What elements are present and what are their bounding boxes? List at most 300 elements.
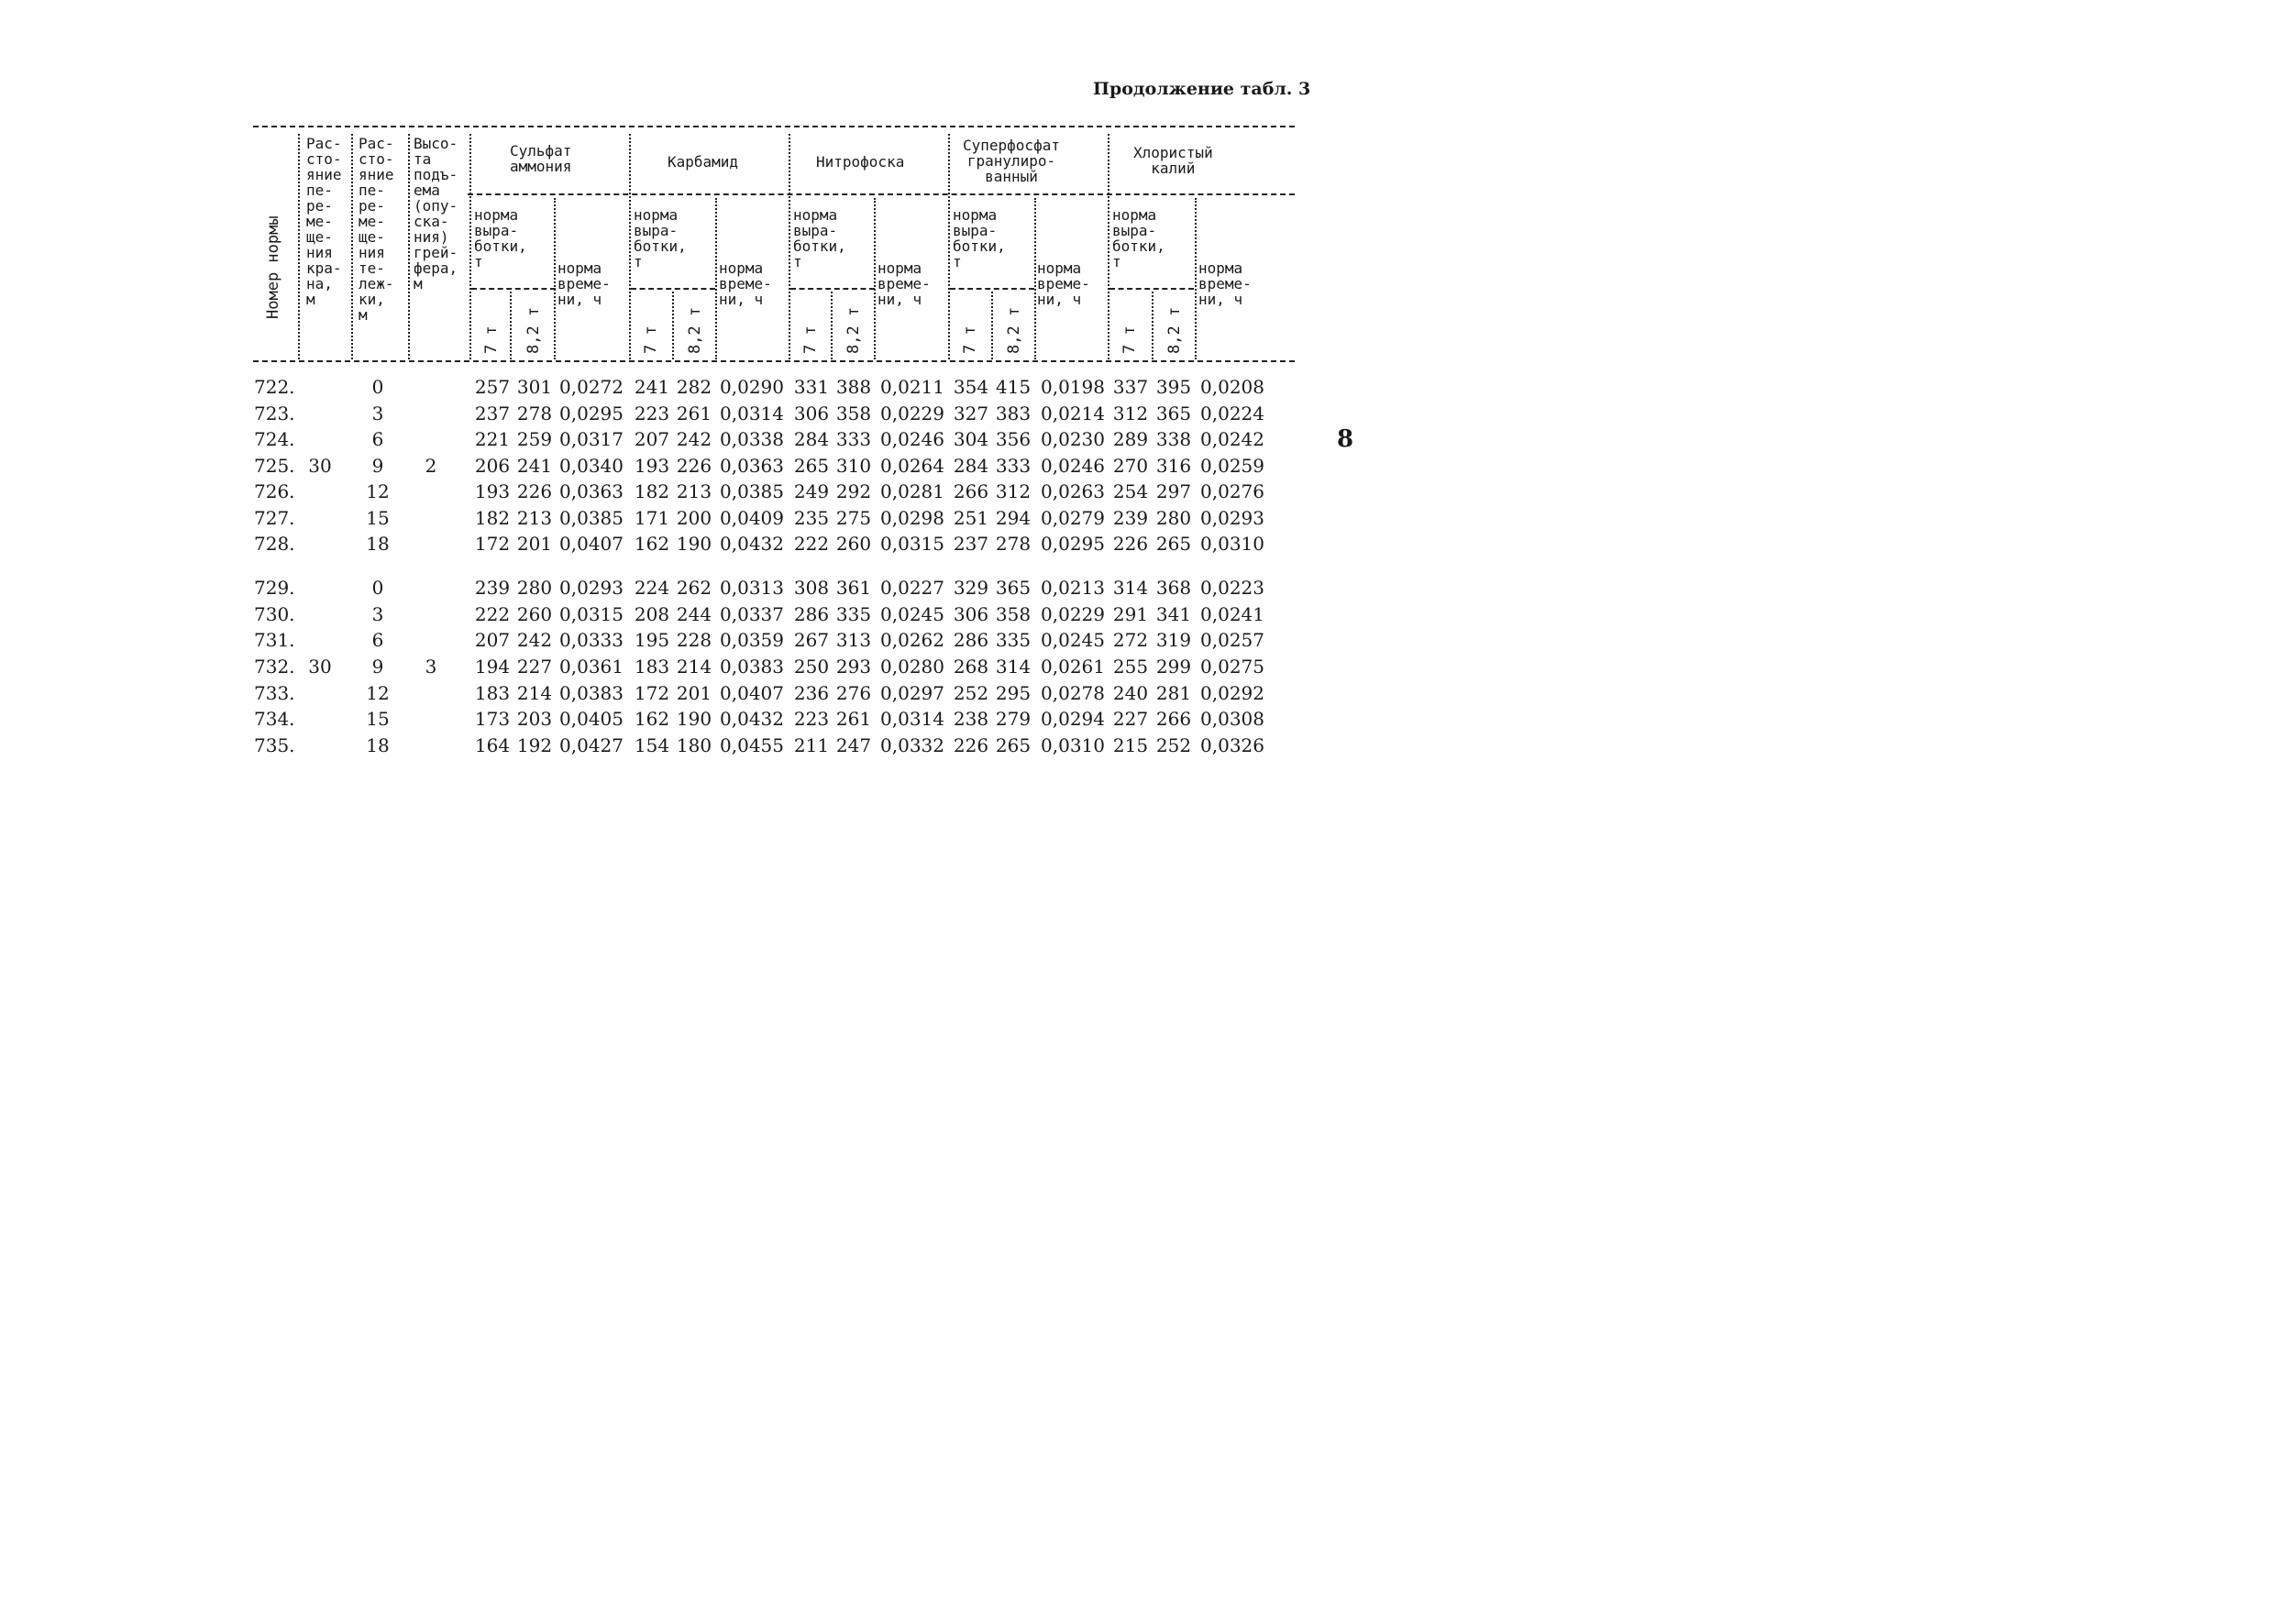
row-value-cell: 0,0295 — [559, 402, 624, 425]
row-value-cell: 268 — [953, 656, 989, 678]
row-value-cell: 239 — [1112, 507, 1149, 529]
row-value-cell: 312 — [995, 480, 1032, 502]
row-value-cell: 201 — [676, 682, 712, 704]
row-norm-number: 731. — [254, 629, 295, 651]
group-ammonium-sulfate: Сульфат аммония — [510, 142, 572, 175]
output-sub-rule-4 — [950, 288, 1034, 290]
sub-separator — [510, 292, 512, 359]
row-value-cell: 0,0308 — [1200, 708, 1264, 730]
row-value-cell: 261 — [835, 708, 872, 730]
row-value-cell: 0,0272 — [559, 376, 624, 398]
row-cart-distance: 15 — [366, 507, 390, 529]
row-value-cell: 0,0315 — [880, 533, 944, 555]
row-value-cell: 242 — [676, 428, 712, 450]
row-value-cell: 193 — [634, 455, 670, 477]
row-value-cell: 0,0455 — [720, 734, 784, 756]
row-value-cell: 279 — [995, 708, 1032, 730]
row-value-cell: 0,0427 — [559, 734, 624, 756]
col-separator — [1108, 134, 1109, 359]
row-cart-distance: 15 — [366, 708, 390, 730]
row-value-cell: 0,0262 — [880, 629, 944, 651]
row-norm-number: 729. — [254, 577, 295, 599]
row-value-cell: 190 — [676, 708, 712, 730]
row-value-cell: 0,0363 — [559, 480, 624, 502]
row-value-cell: 0,0278 — [1041, 682, 1105, 704]
row-value-cell: 242 — [516, 629, 553, 651]
sub-separator — [1152, 292, 1154, 359]
row-norm-number: 735. — [254, 734, 295, 756]
header-norm-time: норма време- ни, ч — [878, 259, 931, 308]
row-value-cell: 356 — [995, 428, 1032, 450]
row-value-cell: 415 — [995, 376, 1032, 398]
header-norm-output: норма выра- ботки, т — [634, 206, 687, 270]
row-norm-number: 728. — [254, 533, 295, 555]
row-value-cell: 195 — [634, 629, 670, 651]
row-value-cell: 261 — [676, 402, 712, 425]
row-value-cell: 267 — [793, 629, 830, 651]
header-sub-7t: 7 т — [1120, 325, 1139, 354]
row-value-cell: 236 — [793, 682, 830, 704]
group-nitrophoska: Нитрофоска — [816, 153, 905, 171]
row-value-cell: 255 — [1112, 656, 1149, 678]
sub-separator — [1195, 198, 1197, 359]
output-sub-rule-3 — [790, 288, 875, 290]
row-value-cell: 0,0261 — [1041, 656, 1105, 678]
row-value-cell: 0,0432 — [720, 533, 784, 555]
header-sub-8-2t: 8,2 т — [1005, 306, 1023, 354]
row-value-cell: 0,0313 — [720, 577, 784, 599]
row-value-cell: 0,0245 — [880, 603, 944, 625]
row-value-cell: 319 — [1155, 629, 1192, 651]
row-value-cell: 257 — [474, 376, 511, 398]
row-value-cell: 172 — [474, 533, 511, 555]
header-norm-time: норма време- ни, ч — [1198, 259, 1252, 308]
row-value-cell: 247 — [835, 734, 872, 756]
row-value-cell: 308 — [793, 577, 830, 599]
row-value-cell: 206 — [474, 455, 511, 477]
row-value-cell: 354 — [953, 376, 989, 398]
row-value-cell: 395 — [1155, 376, 1192, 398]
row-value-cell: 0,0242 — [1200, 428, 1264, 450]
row-value-cell: 0,0246 — [880, 428, 944, 450]
header-sub-7t: 7 т — [482, 325, 501, 354]
row-value-cell: 0,0263 — [1041, 480, 1105, 502]
row-value-cell: 0,0294 — [1041, 708, 1105, 730]
row-value-cell: 192 — [516, 734, 553, 756]
row-value-cell: 278 — [995, 533, 1032, 555]
row-cart-distance: 3 — [371, 402, 384, 425]
row-value-cell: 201 — [516, 533, 553, 555]
header-norm-output: норма выра- ботки, т — [474, 206, 527, 270]
row-value-cell: 180 — [676, 734, 712, 756]
row-value-cell: 172 — [634, 682, 670, 704]
row-value-cell: 193 — [474, 480, 511, 502]
col-separator — [789, 134, 790, 359]
row-value-cell: 0,0333 — [559, 629, 624, 651]
row-value-cell: 0,0281 — [880, 480, 944, 502]
row-value-cell: 259 — [516, 428, 553, 450]
page-side-mark: 8 — [1337, 425, 1354, 453]
row-value-cell: 358 — [995, 603, 1032, 625]
row-value-cell: 0,0317 — [559, 428, 624, 450]
row-value-cell: 182 — [474, 507, 511, 529]
row-value-cell: 162 — [634, 533, 670, 555]
output-sub-rule-2 — [631, 288, 715, 290]
col-separator — [469, 134, 471, 359]
row-value-cell: 207 — [634, 428, 670, 450]
row-value-cell: 265 — [995, 734, 1032, 756]
row-value-cell: 0,0229 — [1041, 603, 1105, 625]
sub-separator — [874, 198, 876, 359]
row-value-cell: 306 — [793, 402, 830, 425]
row-value-cell: 292 — [835, 480, 872, 502]
row-value-cell: 207 — [474, 629, 511, 651]
header-grab-height: Высо- та подъ- ема (опу- ска- ния) грей- фера, м — [414, 135, 458, 292]
row-value-cell: 286 — [953, 629, 989, 651]
row-value-cell: 0,0405 — [559, 708, 624, 730]
row-value-cell: 295 — [995, 682, 1032, 704]
row-value-cell: 254 — [1112, 480, 1149, 502]
row-value-cell: 0,0290 — [720, 376, 784, 398]
row-value-cell: 0,0264 — [880, 455, 944, 477]
row-value-cell: 276 — [835, 682, 872, 704]
row-cart-distance: 12 — [366, 480, 390, 502]
row-value-cell: 358 — [835, 402, 872, 425]
output-sub-rule-5 — [1109, 288, 1194, 290]
row-value-cell: 284 — [953, 455, 989, 477]
row-norm-number: 734. — [254, 708, 295, 730]
row-value-cell: 250 — [793, 656, 830, 678]
row-value-cell: 0,0314 — [880, 708, 944, 730]
row-value-cell: 214 — [516, 682, 553, 704]
row-cart-distance: 12 — [366, 682, 390, 704]
row-value-cell: 337 — [1112, 376, 1149, 398]
row-value-cell: 266 — [1155, 708, 1192, 730]
header-crane-distance: Рас- сто- яние пе- ре- ме- ще- ния кра- на, м — [306, 135, 342, 308]
row-grab-height: 2 — [425, 455, 437, 477]
sub-separator — [554, 198, 556, 359]
row-value-cell: 0,0310 — [1200, 533, 1264, 555]
row-value-cell: 260 — [516, 603, 553, 625]
row-value-cell: 388 — [835, 376, 872, 398]
row-value-cell: 0,0361 — [559, 656, 624, 678]
row-value-cell: 0,0257 — [1200, 629, 1264, 651]
row-value-cell: 0,0297 — [880, 682, 944, 704]
row-value-cell: 0,0295 — [1041, 533, 1105, 555]
row-value-cell: 226 — [516, 480, 553, 502]
group-header-rule — [468, 193, 1295, 195]
row-value-cell: 238 — [953, 708, 989, 730]
row-cart-distance: 3 — [371, 603, 384, 625]
row-value-cell: 0,0383 — [720, 656, 784, 678]
header-cart-distance: Рас- сто- яние пе- ре- ме- ще- ния те- леж- ки, м — [359, 135, 394, 324]
row-cart-distance: 9 — [371, 455, 384, 477]
row-cart-distance: 9 — [371, 656, 384, 678]
row-value-cell: 0,0230 — [1041, 428, 1105, 450]
row-value-cell: 203 — [516, 708, 553, 730]
row-value-cell: 226 — [676, 455, 712, 477]
row-value-cell: 294 — [995, 507, 1032, 529]
row-value-cell: 215 — [1112, 734, 1149, 756]
row-value-cell: 299 — [1155, 656, 1192, 678]
row-value-cell: 222 — [474, 603, 511, 625]
row-value-cell: 235 — [793, 507, 830, 529]
row-value-cell: 171 — [634, 507, 670, 529]
header-sub-8-2t: 8,2 т — [524, 306, 543, 354]
row-value-cell: 208 — [634, 603, 670, 625]
header-sub-7t: 7 т — [961, 325, 979, 354]
row-value-cell: 223 — [793, 708, 830, 730]
sub-separator — [672, 292, 674, 359]
row-value-cell: 278 — [516, 402, 553, 425]
row-norm-number: 725. — [254, 455, 295, 477]
row-value-cell: 222 — [793, 533, 830, 555]
row-value-cell: 365 — [995, 577, 1032, 599]
row-value-cell: 0,0275 — [1200, 656, 1264, 678]
row-value-cell: 0,0337 — [720, 603, 784, 625]
row-value-cell: 237 — [474, 402, 511, 425]
header-sub-8-2t: 8,2 т — [1165, 306, 1184, 354]
row-value-cell: 0,0293 — [1200, 507, 1264, 529]
row-value-cell: 310 — [835, 455, 872, 477]
col-separator — [298, 134, 300, 359]
row-value-cell: 266 — [953, 480, 989, 502]
row-norm-number: 723. — [254, 402, 295, 425]
row-value-cell: 0,0409 — [720, 507, 784, 529]
row-value-cell: 333 — [835, 428, 872, 450]
row-value-cell: 0,0432 — [720, 708, 784, 730]
row-value-cell: 275 — [835, 507, 872, 529]
row-value-cell: 154 — [634, 734, 670, 756]
row-value-cell: 260 — [835, 533, 872, 555]
row-cart-distance: 6 — [371, 629, 384, 651]
row-value-cell: 244 — [676, 603, 712, 625]
row-value-cell: 272 — [1112, 629, 1149, 651]
document-page — [0, 0, 1438, 1016]
row-value-cell: 0,0383 — [559, 682, 624, 704]
row-value-cell: 227 — [1112, 708, 1149, 730]
row-value-cell: 383 — [995, 402, 1032, 425]
row-value-cell: 0,0276 — [1200, 480, 1264, 502]
row-norm-number: 732. — [254, 656, 295, 678]
row-crane-distance: 30 — [308, 656, 332, 678]
row-value-cell: 0,0213 — [1041, 577, 1105, 599]
row-cart-distance: 0 — [371, 577, 384, 599]
header-bottom-rule — [253, 360, 1295, 362]
row-value-cell: 0,0326 — [1200, 734, 1264, 756]
row-value-cell: 338 — [1155, 428, 1192, 450]
row-value-cell: 314 — [995, 656, 1032, 678]
row-value-cell: 280 — [516, 577, 553, 599]
sub-separator — [715, 198, 717, 359]
row-value-cell: 213 — [516, 507, 553, 529]
row-value-cell: 306 — [953, 603, 989, 625]
sub-separator — [991, 292, 993, 359]
row-norm-number: 730. — [254, 603, 295, 625]
row-value-cell: 293 — [835, 656, 872, 678]
row-value-cell: 0,0227 — [880, 577, 944, 599]
row-value-cell: 252 — [953, 682, 989, 704]
row-value-cell: 0,0223 — [1200, 577, 1264, 599]
row-value-cell: 312 — [1112, 402, 1149, 425]
row-value-cell: 226 — [1112, 533, 1149, 555]
group-superphosphate: Суперфосфат гранулиро- ванный — [963, 137, 1060, 185]
row-value-cell: 281 — [1155, 682, 1192, 704]
row-value-cell: 0,0208 — [1200, 376, 1264, 398]
row-value-cell: 164 — [474, 734, 511, 756]
row-value-cell: 265 — [793, 455, 830, 477]
row-cart-distance: 18 — [366, 533, 390, 555]
row-value-cell: 0,0298 — [880, 507, 944, 529]
row-value-cell: 291 — [1112, 603, 1149, 625]
row-value-cell: 0,0245 — [1041, 629, 1105, 651]
row-value-cell: 282 — [676, 376, 712, 398]
row-value-cell: 224 — [634, 577, 670, 599]
row-value-cell: 190 — [676, 533, 712, 555]
row-value-cell: 221 — [474, 428, 511, 450]
row-value-cell: 251 — [953, 507, 989, 529]
row-value-cell: 289 — [1112, 428, 1149, 450]
row-value-cell: 0,0338 — [720, 428, 784, 450]
row-value-cell: 262 — [676, 577, 712, 599]
row-value-cell: 316 — [1155, 455, 1192, 477]
row-value-cell: 182 — [634, 480, 670, 502]
row-value-cell: 280 — [1155, 507, 1192, 529]
row-value-cell: 237 — [953, 533, 989, 555]
row-value-cell: 0,0315 — [559, 603, 624, 625]
row-value-cell: 241 — [516, 455, 553, 477]
row-value-cell: 0,0385 — [720, 480, 784, 502]
sub-separator — [1034, 198, 1036, 359]
row-value-cell: 0,0407 — [720, 682, 784, 704]
row-value-cell: 0,0340 — [559, 455, 624, 477]
row-value-cell: 0,0214 — [1041, 402, 1105, 425]
output-sub-rule-1 — [471, 288, 556, 290]
row-value-cell: 0,0279 — [1041, 507, 1105, 529]
row-value-cell: 249 — [793, 480, 830, 502]
group-potassium-chloride: Хлористый калий — [1133, 144, 1213, 177]
row-value-cell: 211 — [793, 734, 830, 756]
row-value-cell: 329 — [953, 577, 989, 599]
row-value-cell: 301 — [516, 376, 553, 398]
row-value-cell: 0,0359 — [720, 629, 784, 651]
row-value-cell: 327 — [953, 402, 989, 425]
row-value-cell: 0,0280 — [880, 656, 944, 678]
row-value-cell: 335 — [835, 603, 872, 625]
row-cart-distance: 6 — [371, 428, 384, 450]
row-norm-number: 727. — [254, 507, 295, 529]
row-value-cell: 0,0332 — [880, 734, 944, 756]
header-norm-number: Номер нормы — [264, 215, 282, 319]
header-norm-output: норма выра- ботки, т — [793, 206, 846, 270]
row-value-cell: 0,0224 — [1200, 402, 1264, 425]
header-norm-time: норма време- ни, ч — [1037, 259, 1090, 308]
row-value-cell: 365 — [1155, 402, 1192, 425]
row-value-cell: 0,0310 — [1041, 734, 1105, 756]
row-value-cell: 252 — [1155, 734, 1192, 756]
table-caption: Продолжение табл. 3 — [1093, 79, 1311, 99]
row-value-cell: 0,0314 — [720, 402, 784, 425]
row-value-cell: 0,0241 — [1200, 603, 1264, 625]
row-value-cell: 0,0259 — [1200, 455, 1264, 477]
row-value-cell: 0,0229 — [880, 402, 944, 425]
row-value-cell: 361 — [835, 577, 872, 599]
row-value-cell: 335 — [995, 629, 1032, 651]
row-value-cell: 214 — [676, 656, 712, 678]
row-value-cell: 213 — [676, 480, 712, 502]
row-value-cell: 265 — [1155, 533, 1192, 555]
row-value-cell: 270 — [1112, 455, 1149, 477]
row-norm-number: 733. — [254, 682, 295, 704]
row-value-cell: 241 — [634, 376, 670, 398]
row-value-cell: 0,0407 — [559, 533, 624, 555]
row-value-cell: 228 — [676, 629, 712, 651]
row-value-cell: 313 — [835, 629, 872, 651]
group-carbamide: Карбамид — [668, 153, 739, 171]
row-value-cell: 314 — [1112, 577, 1149, 599]
row-value-cell: 183 — [634, 656, 670, 678]
row-value-cell: 341 — [1155, 603, 1192, 625]
row-value-cell: 226 — [953, 734, 989, 756]
row-value-cell: 240 — [1112, 682, 1149, 704]
row-norm-number: 726. — [254, 480, 295, 502]
row-value-cell: 162 — [634, 708, 670, 730]
row-norm-number: 722. — [254, 376, 295, 398]
row-value-cell: 304 — [953, 428, 989, 450]
row-cart-distance: 18 — [366, 734, 390, 756]
row-value-cell: 173 — [474, 708, 511, 730]
header-norm-time: норма време- ни, ч — [719, 259, 772, 308]
row-grab-height: 3 — [425, 656, 437, 678]
header-norm-time: норма време- ни, ч — [557, 259, 611, 308]
row-crane-distance: 30 — [308, 455, 332, 477]
row-value-cell: 333 — [995, 455, 1032, 477]
header-sub-8-2t: 8,2 т — [686, 306, 704, 354]
row-value-cell: 0,0211 — [880, 376, 944, 398]
header-norm-output: норма выра- ботки, т — [1112, 206, 1165, 270]
row-value-cell: 0,0198 — [1041, 376, 1105, 398]
row-value-cell: 227 — [516, 656, 553, 678]
header-norm-output: норма выра- ботки, т — [953, 206, 1006, 270]
row-value-cell: 0,0293 — [559, 577, 624, 599]
row-value-cell: 239 — [474, 577, 511, 599]
row-value-cell: 183 — [474, 682, 511, 704]
header-sub-8-2t: 8,2 т — [844, 306, 863, 354]
row-value-cell: 284 — [793, 428, 830, 450]
row-value-cell: 0,0363 — [720, 455, 784, 477]
row-value-cell: 194 — [474, 656, 511, 678]
col-separator — [629, 134, 631, 359]
header-sub-7t: 7 т — [642, 325, 660, 354]
row-value-cell: 331 — [793, 376, 830, 398]
header-sub-7t: 7 т — [801, 325, 820, 354]
row-value-cell: 368 — [1155, 577, 1192, 599]
row-value-cell: 0,0385 — [559, 507, 624, 529]
sub-separator — [831, 292, 833, 359]
row-norm-number: 724. — [254, 428, 295, 450]
col-separator — [408, 134, 410, 359]
row-value-cell: 223 — [634, 402, 670, 425]
row-cart-distance: 0 — [371, 376, 384, 398]
row-value-cell: 200 — [676, 507, 712, 529]
table-top-rule — [253, 126, 1295, 127]
row-value-cell: 286 — [793, 603, 830, 625]
col-separator — [351, 134, 353, 359]
row-value-cell: 0,0292 — [1200, 682, 1264, 704]
row-value-cell: 297 — [1155, 480, 1192, 502]
col-separator — [948, 134, 950, 359]
row-value-cell: 0,0246 — [1041, 455, 1105, 477]
